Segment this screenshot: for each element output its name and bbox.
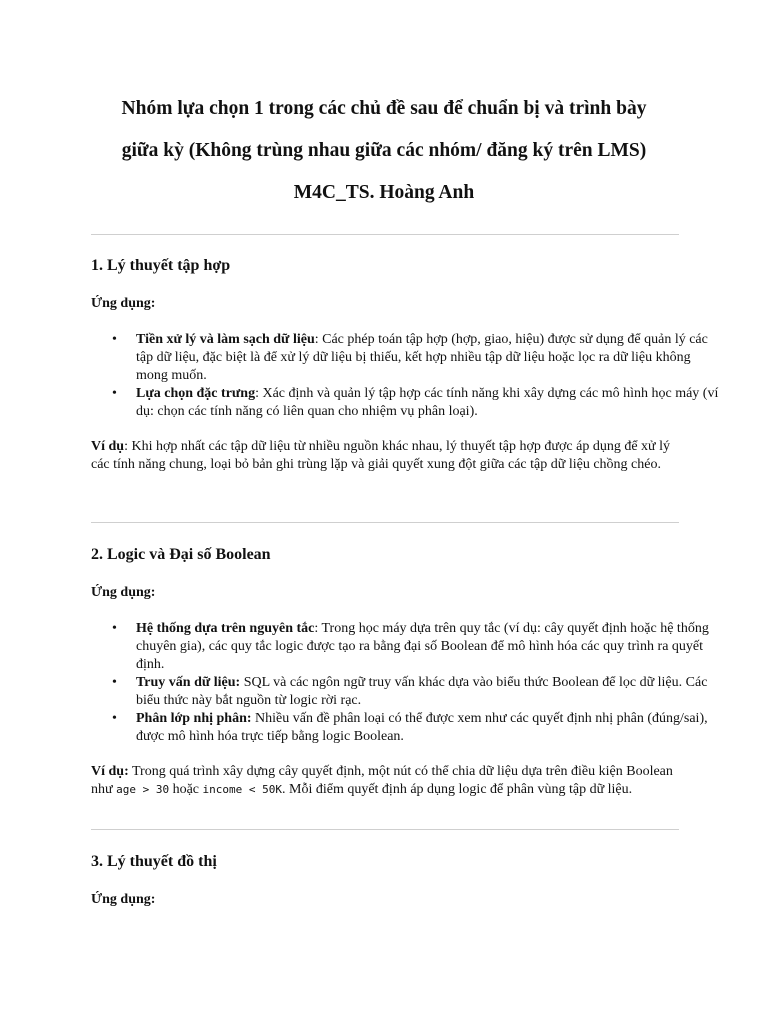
list-item: • Lựa chọn đặc trưng: Xác định và quản lý tập hợp các tính năng khi xây dựng các mô hình học máy (ví dụ: chọn các tính năng có liên quan cho nhiệm vụ phân loại).: [136, 385, 726, 421]
section-2-heading: 2. Logic và Đại số Boolean: [91, 546, 271, 563]
document-title: [60, 88, 708, 214]
title-line-1: Nhóm lựa chọn 1 trong các chủ đề sau để chuẩn bị và trình bày: [121, 98, 647, 119]
bullet-text: Xác định và quản lý tập hợp các tính năng khi xây dựng các mô hình học máy (ví dụ: chọn các tính năng có liên quan cho nhiệm vụ phân loại).: [136, 386, 719, 419]
bullet-term: Lựa chọn đặc trưng: [136, 386, 256, 401]
bullet-term: Truy vấn dữ liệu:: [136, 675, 241, 690]
section-3-app-label: Ứng dụng:: [91, 892, 156, 907]
list-item: • Hệ thống dựa trên nguyên tắc: Trong học máy dựa trên quy tắc (ví dụ: cây quyết định hoặc hệ thống chuyên gia), các quy tắc logic được tạo ra bằng đại số Boolean để mô hình hóa các quy trình ra quyết định.: [136, 620, 726, 674]
bullet-text: SQL và các ngôn ngữ truy vấn khác dựa vào biểu thức Boolean để lọc dữ liệu. Các biểu thức này bắt nguồn từ logic rời rạc.: [136, 675, 708, 708]
section-1-example: [91, 438, 681, 474]
section-2-example: Ví dụ: Trong quá trình xây dựng cây quyết định, một nút có thể chia dữ liệu dựa trên điều kiện Boolean như age > 30 hoặc income < 50K. Mỗi điểm quyết định áp dụng logic để phân vùng tập dữ liệu.: [91, 764, 673, 797]
title-line-2: giữa kỳ (Không trùng nhau giữa các nhóm/ đăng ký trên LMS): [121, 140, 647, 161]
code-snippet: income < 50K: [202, 783, 282, 796]
bullet-text: Các phép toán tập hợp (hợp, giao, hiệu) được sử dụng để quản lý các tập dữ liệu, đặc biệt là để xử lý dữ liệu bị thiếu, kết hợp nhiều tập dữ liệu hoặc lọc ra dữ liệu không mong muốn.: [136, 332, 708, 383]
section-1-app-label: Ứng dụng:: [91, 296, 156, 311]
section-1-bullet-list: [91, 331, 726, 421]
section-2-app-label: Ứng dụng:: [91, 585, 156, 600]
bullet-term: Hệ thống dựa trên nguyên tắc: [136, 621, 315, 636]
bullet-term: Phân lớp nhị phân:: [136, 711, 252, 726]
example-label: Ví dụ: [91, 439, 125, 454]
section-3-heading: 3. Lý thuyết đồ thị: [91, 853, 217, 870]
example-text: : Khi hợp nhất các tập dữ liệu từ nhiều nguồn khác nhau, lý thuyết tập hợp được áp dụng để xử lý các tính năng chung, loại bỏ bản ghi trùng lặp và giải quyết xung đột giữa các tập dữ liệu chồng chéo.: [91, 439, 671, 472]
code-snippet: age > 30: [116, 783, 170, 796]
title-line-3: M4C_TS. Hoàng Anh: [293, 182, 475, 203]
bullet-text: Trong học máy dựa trên quy tắc (ví dụ: cây quyết định hoặc hệ thống chuyên gia), các quy tắc logic được tạo ra bằng đại số Boolean để mô hình hóa các quy trình ra quyết định.: [136, 621, 709, 672]
bullet-term: Tiền xử lý và làm sạch dữ liệu: [136, 332, 315, 347]
list-item: [136, 674, 726, 710]
divider-2: [91, 522, 679, 523]
divider-3: [91, 829, 679, 830]
bullet-text: Nhiều vấn đề phân loại có thể được xem như các quyết định nhị phân (đúng/sai), được mô hình hóa trực tiếp bằng logic Boolean.: [136, 711, 708, 744]
section-1-heading: 1. Lý thuyết tập hợp: [91, 257, 231, 274]
example-label: Ví dụ:: [91, 764, 129, 779]
list-item: [136, 710, 726, 746]
divider-1: [91, 234, 679, 235]
section-2-bullet-list: [91, 620, 726, 746]
list-item: • Tiền xử lý và làm sạch dữ liệu: Các phép toán tập hợp (hợp, giao, hiệu) được sử dụng để quản lý các tập dữ liệu, đặc biệt là để xử lý dữ liệu bị thiếu, kết hợp nhiều tập dữ liệu hoặc lọc ra dữ liệu không mong muốn.: [136, 331, 726, 385]
